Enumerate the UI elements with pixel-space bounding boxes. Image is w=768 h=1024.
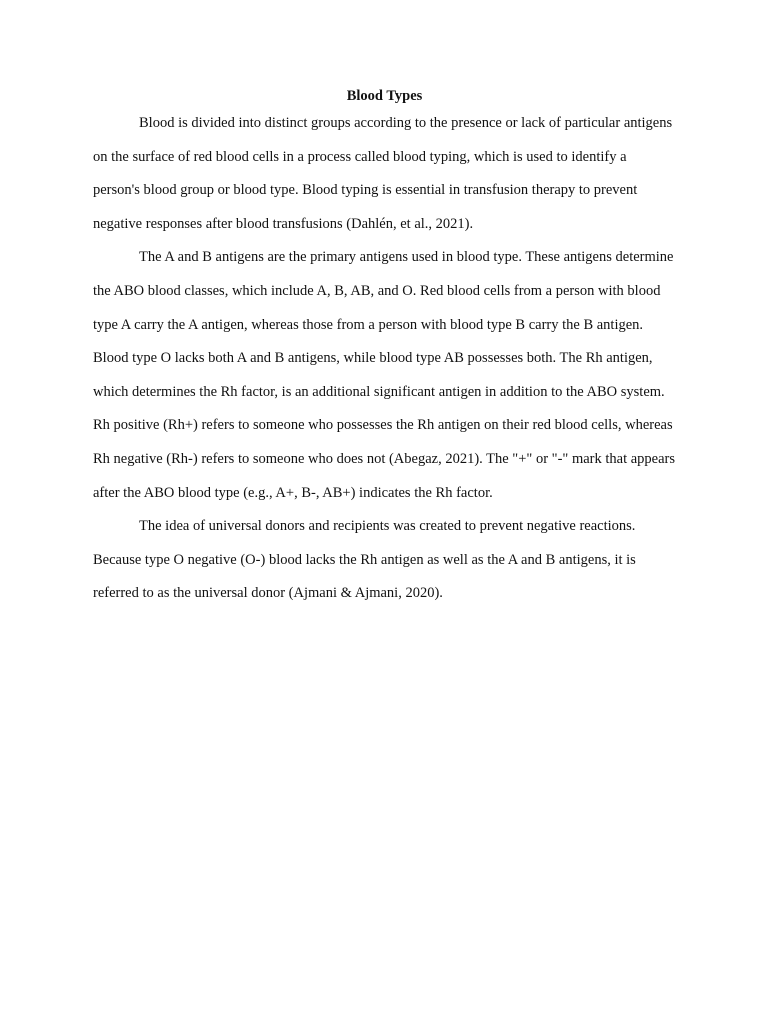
paragraph-universal-donor: The idea of universal donors and recipients was created to prevent negative reactions. Because type O negative (O-) blood lacks the Rh antigen as well as the A and B antigens, it is referred to as the universal donor (Ajmani & Ajmani, 2020). [93,518,636,602]
paragraph-antigens: The A and B antigens are the primary antigens used in blood type. These antigens determine the ABO blood classes, which include A, B, AB, and O. Red blood cells from a person with blood type A carry the A antigen, whereas those from a person with blood type B carry the B antigen. Blood type O lacks both A and B antigens, while blood type AB possesses both. The Rh antigen, which determines the Rh factor, is an additional significant antigen in addition to the ABO system. Rh positive (Rh+) refers to someone who possesses the Rh antigen on their red blood cells, whereas Rh negative (Rh-) refers to someone who does not (Abegaz, 2021). The "+" or "-" mark that appears after the ABO blood type (e.g., A+, B-, AB+) indicates the Rh factor. [93,249,676,501]
paragraph-blood-typing: Blood is divided into distinct groups according to the presence or lack of particular antigens on the surface of red blood cells in a process called blood typing, which is used to identify a person's blood group or blood type. Blood typing is essential in transfusion therapy to prevent negative responses after blood transfusions (Dahlén, et al., 2021). [93,115,673,232]
page-title: Blood Types [346,88,423,104]
